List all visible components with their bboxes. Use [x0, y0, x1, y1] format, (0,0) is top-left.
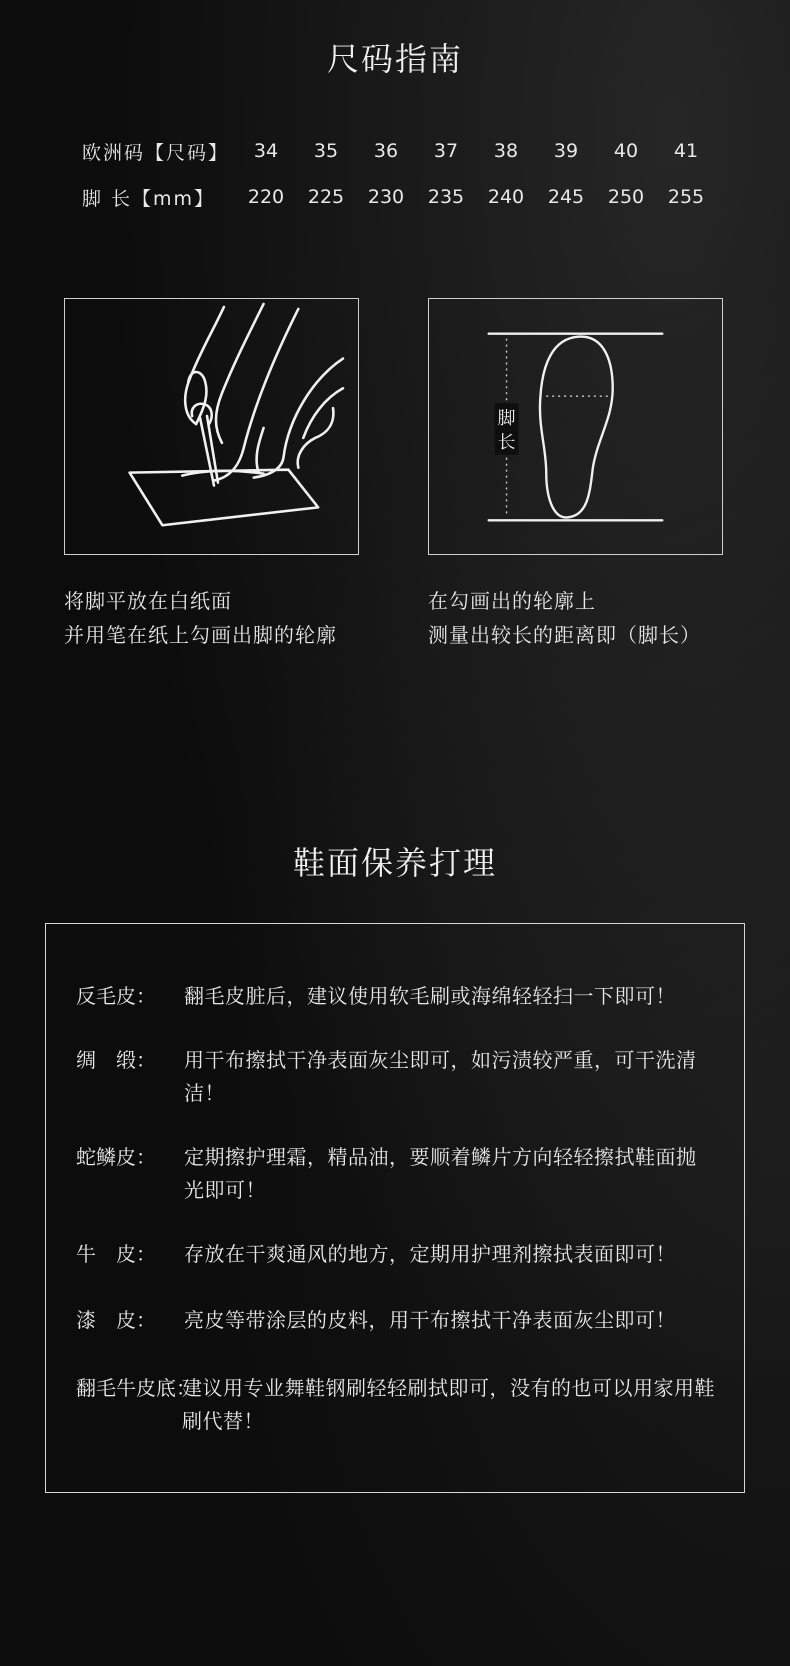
trace-caption [64, 584, 337, 652]
care-text: 定期擦护理霜，精品油，要顺着鳞片方向轻轻擦拭鞋面抛光即可！ [184, 1145, 697, 1202]
foot-label-top: 脚 [497, 408, 516, 430]
euro-size-cell: 41 [673, 140, 699, 162]
foot-length-cell: 230 [367, 186, 405, 208]
size-table [82, 128, 716, 220]
foot-length-cell: 250 [607, 186, 645, 208]
euro-size-cell: 37 [433, 140, 459, 162]
measure-caption-line: 在勾画出的轮廓上 [428, 589, 596, 613]
euro-size-cell: 36 [373, 140, 399, 162]
size-guide-title: 尺码指南 [326, 40, 463, 78]
care-label: 蛇鳞皮： [76, 1145, 156, 1169]
care-label: 牛 皮： [76, 1242, 156, 1266]
care-instructions-box [45, 923, 745, 1493]
foot-length-cell: 255 [667, 186, 705, 208]
care-title: 鞋面保养打理 [292, 844, 497, 882]
measure-foot-illustration [428, 298, 723, 555]
euro-size-cell: 38 [493, 140, 519, 162]
size-row-euro [82, 128, 716, 174]
euro-size-cell: 34 [253, 140, 279, 162]
euro-size-cell: 39 [553, 140, 579, 162]
foot-length-label: 脚 长【mm】 [82, 187, 216, 210]
care-label: 翻毛牛皮底： [76, 1376, 196, 1400]
measure-caption [428, 584, 701, 652]
foot-length-cell: 220 [247, 186, 285, 208]
care-label: 绸 缎： [76, 1048, 156, 1072]
care-item-cowhide [76, 1238, 716, 1271]
measure-caption-line: 测量出较长的距离即（脚长） [428, 623, 701, 647]
care-item-patent [76, 1304, 716, 1337]
care-text: 翻毛皮脏后，建议使用软毛刷或海绵轻轻扫一下即可！ [184, 984, 676, 1008]
care-item-satin [76, 1044, 716, 1110]
euro-size-cell: 40 [613, 140, 639, 162]
trace-caption-line: 并用笔在纸上勾画出脚的轮廓 [64, 623, 337, 647]
foot-length-cell: 235 [427, 186, 465, 208]
foot-outline-icon [429, 299, 722, 554]
care-label: 漆 皮： [76, 1308, 156, 1332]
hand-tracing-foot-icon [65, 299, 358, 554]
trace-caption-line: 将脚平放在白纸面 [64, 589, 232, 613]
care-label: 反毛皮： [76, 984, 156, 1008]
size-row-length [82, 174, 716, 220]
care-item-snakeskin [76, 1141, 716, 1207]
foot-length-cell: 225 [307, 186, 345, 208]
foot-label-bottom: 长 [497, 431, 516, 453]
care-item-suede-sole [76, 1372, 716, 1438]
euro-size-label: 欧洲码【尺码】 [82, 141, 230, 164]
care-text: 亮皮等带涂层的皮料，用干布擦拭干净表面灰尘即可！ [184, 1308, 676, 1332]
euro-size-cell: 35 [313, 140, 339, 162]
care-item-suede [76, 980, 716, 1013]
care-text: 存放在干爽通风的地方，定期用护理剂擦拭表面即可！ [184, 1242, 676, 1266]
foot-length-cell: 240 [487, 186, 525, 208]
care-text: 建议用专业舞鞋钢刷轻轻刷拭即可，没有的也可以用家用鞋刷代替！ [182, 1376, 715, 1433]
foot-length-cell: 245 [547, 186, 585, 208]
care-text: 用干布擦拭干净表面灰尘即可，如污渍较严重，可干洗清洁！ [184, 1048, 697, 1105]
trace-foot-illustration [64, 298, 359, 555]
